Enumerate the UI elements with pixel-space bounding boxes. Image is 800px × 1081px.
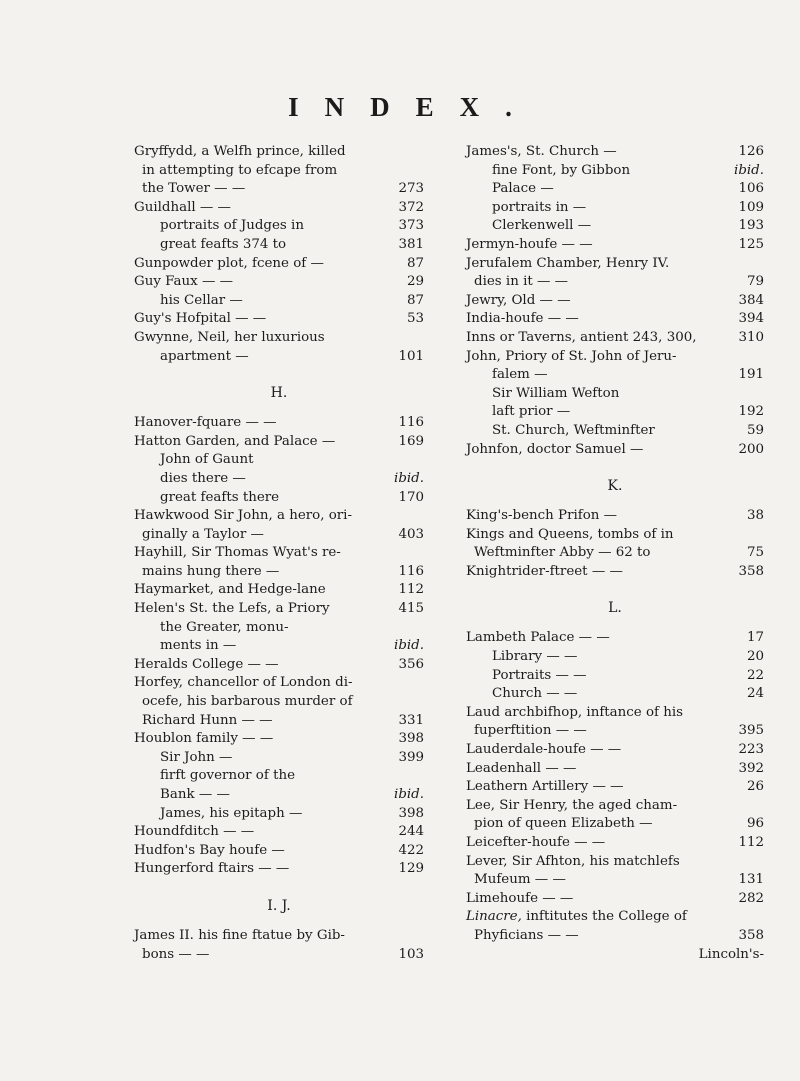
- entry-text: Gwynne, Neil, her luxurious: [134, 329, 325, 345]
- entry-page-number: ibid.: [394, 787, 424, 802]
- index-entry-line: [134, 273, 424, 292]
- index-entry-line: [466, 563, 764, 582]
- entry-text: bons — —: [142, 946, 210, 962]
- index-entry-line: [134, 310, 424, 329]
- index-entry-line: [466, 403, 764, 422]
- entry-text: laft prior —: [492, 404, 571, 420]
- entry-text: Portraits — —: [492, 667, 587, 683]
- index-entry-line: [466, 778, 764, 797]
- index-entry-line: [134, 823, 424, 842]
- index-entry-line: [134, 348, 424, 367]
- entry-text: Gryffydd, a Welfh prince, killed: [134, 144, 346, 159]
- entry-page-number: 53: [406, 311, 424, 327]
- entry-text: Inns or Taverns, antient 243, 300,: [466, 329, 697, 345]
- index-entry-line: [134, 674, 424, 693]
- index-entry-line: [466, 441, 764, 460]
- entry-text: pion of queen Elizabeth —: [474, 816, 653, 832]
- index-entry-line: [466, 217, 764, 236]
- index-entry-line: [134, 927, 424, 946]
- entry-page-number: 358: [738, 563, 764, 579]
- index-entry-line: [134, 563, 424, 582]
- entry-text: great feafts there: [160, 489, 280, 505]
- entry-page-number: 112: [398, 582, 424, 598]
- entry-page-number: 131: [738, 872, 764, 888]
- entry-text: in attempting to efcape from: [142, 162, 338, 178]
- entry-page-number: 79: [746, 274, 764, 290]
- entry-text: firft governor of the: [160, 768, 295, 784]
- entry-text: John of Gaunt: [160, 452, 254, 468]
- entry-text: Linacre, inftitutes the College of: [466, 909, 687, 925]
- index-entry-line: [134, 767, 424, 786]
- section-letter-text: H.: [270, 385, 288, 402]
- section-letter-text: L.: [608, 600, 622, 617]
- index-entry-line: [134, 656, 424, 675]
- entry-text: John, Priory of St. John of Jeru-: [466, 348, 677, 364]
- entry-text: Weftminfter Abby — 62 to: [474, 545, 651, 561]
- entry-text: Lambeth Palace — —: [466, 630, 610, 646]
- entry-page-number: 415: [398, 601, 424, 617]
- index-entry-line: [134, 433, 424, 452]
- entry-text: Sir William Wefton: [492, 385, 620, 401]
- index-entry-line: [134, 526, 424, 545]
- entry-page-number: 38: [746, 508, 764, 524]
- index-entry-line: [134, 581, 424, 600]
- entry-page-number: 22: [746, 667, 764, 683]
- entry-text: Hawkwood Sir John, a hero, ori-: [134, 508, 352, 524]
- entry-text: Houndfditch — —: [134, 824, 255, 840]
- index-entry-line: [466, 199, 764, 218]
- entry-text: ginally a Taylor —: [142, 526, 264, 542]
- entry-page-number: 106: [738, 181, 764, 197]
- entry-page-number: 394: [738, 311, 764, 327]
- entry-page-number: 331: [398, 712, 424, 728]
- index-entry-line: [134, 143, 424, 162]
- entry-page-number: 395: [738, 723, 764, 739]
- index-entry-line: [466, 236, 764, 255]
- entry-text: fine Font, by Gibbon: [492, 162, 631, 178]
- entry-text: great feafts 374 to: [160, 236, 287, 252]
- entry-text: James, his epitaph —: [160, 805, 303, 821]
- entry-text: Leadenhall — —: [466, 760, 577, 776]
- entry-page-number: ibid.: [394, 470, 424, 486]
- entry-text: Leathern Artillery — —: [466, 779, 624, 795]
- entry-page-number: 399: [398, 749, 424, 765]
- entry-text: Library — —: [492, 649, 578, 665]
- index-entry-line: [134, 180, 424, 199]
- entry-text: Johnfon, doctor Samuel —: [466, 441, 644, 457]
- index-entry-line: [134, 255, 424, 274]
- entry-page-number: 358: [738, 927, 764, 943]
- index-entry-line: [134, 162, 424, 181]
- entry-text: James's, St. Church —: [466, 144, 617, 159]
- entry-text: Lee, Sir Henry, the aged cham-: [466, 797, 678, 813]
- entry-text: mains hung there —: [142, 563, 280, 579]
- entry-page-number: 169: [398, 433, 424, 449]
- index-entry-line: [466, 741, 764, 760]
- index-entry-line: [466, 722, 764, 741]
- entry-text: Guy's Hofpital — —: [134, 311, 267, 327]
- section-letter: [134, 372, 424, 414]
- page-header: INDEX.: [288, 92, 538, 122]
- entry-text: portraits of Judges in: [160, 218, 304, 234]
- entry-page-number: 24: [746, 686, 764, 702]
- index-entry-line: [466, 834, 764, 853]
- entry-page-number: ibid.: [394, 638, 424, 654]
- entry-text: Clerkenwell —: [492, 218, 592, 234]
- entry-page-number: 116: [398, 415, 424, 431]
- entry-text: Horfey, chancellor of London di-: [134, 675, 353, 691]
- entry-text: dies in it — —: [474, 274, 569, 290]
- index-entry-line: [134, 786, 424, 805]
- index-entry-line: [134, 544, 424, 563]
- index-entry-line: [134, 749, 424, 768]
- entry-text: his Cellar —: [160, 292, 243, 308]
- entry-page-number: 282: [738, 890, 764, 906]
- entry-text: St. Church, Weftminfter: [492, 422, 655, 438]
- index-entry-line: [134, 236, 424, 255]
- index-entry-line: [466, 255, 764, 274]
- index-entry-line: [466, 946, 764, 965]
- section-letter-text: I. J.: [267, 897, 291, 914]
- entry-text: India-houfe — —: [466, 311, 579, 327]
- entry-text: ocefe, his barbarous murder of: [142, 694, 353, 710]
- entry-text: Lauderdale-houfe — —: [466, 742, 622, 758]
- entry-page-number: 200: [738, 441, 764, 457]
- index-entry-line: [134, 712, 424, 731]
- entry-page-number: 129: [398, 861, 424, 877]
- entry-page-number: 193: [738, 218, 764, 234]
- index-column-left: [134, 143, 424, 964]
- entry-text: Phyficians — —: [474, 927, 579, 943]
- entry-page-number: 384: [738, 292, 764, 308]
- entry-text: portraits in —: [492, 199, 587, 215]
- entry-page-number: 87: [406, 255, 424, 271]
- entry-text: Helen's St. the Lefs, a Priory: [134, 601, 330, 617]
- entry-page-number: 373: [398, 218, 424, 234]
- entry-text: Palace —: [492, 181, 554, 197]
- entry-text: James II. his fine ftatue by Gib-: [134, 927, 345, 943]
- index-entry-line: [134, 470, 424, 489]
- entry-text: Houblon family — —: [134, 731, 274, 747]
- index-entry-line: [134, 217, 424, 236]
- index-entry-line: [134, 946, 424, 965]
- entry-page-number: 112: [738, 835, 764, 850]
- entry-page-number: 59: [746, 422, 764, 438]
- entry-text: ments in —: [160, 638, 237, 654]
- index-entry-line: [466, 526, 764, 545]
- entry-page-number: 26: [746, 779, 764, 795]
- index-entry-line: [466, 292, 764, 311]
- entry-text: apartment —: [160, 348, 249, 364]
- section-letter: [134, 885, 424, 927]
- index-entry-line: [466, 927, 764, 946]
- entry-text: Hanover-fquare — —: [134, 415, 277, 431]
- index-entry-line: [466, 890, 764, 909]
- entry-page-number: 87: [406, 292, 424, 308]
- index-entry-line: [466, 162, 764, 181]
- index-entry-line: [466, 310, 764, 329]
- entry-page-number: 125: [738, 236, 764, 252]
- entry-page-number: 109: [738, 199, 764, 215]
- entry-text: fuperftition — —: [474, 723, 587, 739]
- entry-text: Leicefter-houfe — —: [466, 835, 606, 850]
- index-entry-line: [466, 507, 764, 526]
- entry-text: falem —: [492, 367, 548, 383]
- index-entry-line: [134, 842, 424, 861]
- index-entry-line: [134, 693, 424, 712]
- entry-text: Limehoufe — —: [466, 890, 574, 906]
- entry-page-number: 101: [398, 348, 424, 364]
- index-entry-line: [466, 180, 764, 199]
- index-entry-line: [466, 648, 764, 667]
- entry-text: Knightrider-ftreet — —: [466, 563, 623, 579]
- entry-text: Hudfon's Bay houfe —: [134, 842, 285, 858]
- entry-text: Richard Hunn — —: [142, 712, 273, 728]
- entry-text: Church — —: [492, 686, 578, 702]
- index-entry-line: [466, 348, 764, 367]
- index-entry-line: [134, 730, 424, 749]
- entry-text: Kings and Queens, tombs of in: [466, 526, 674, 542]
- index-entry-line: [134, 199, 424, 218]
- entry-page-number: 422: [398, 842, 424, 858]
- entry-page-number: 75: [746, 545, 764, 561]
- entry-text: dies there —: [160, 470, 246, 486]
- entry-page-number: 192: [738, 404, 764, 420]
- index-entry-line: [134, 451, 424, 470]
- entry-page-number: 170: [398, 489, 424, 505]
- entry-text: Haymarket, and Hedge-lane: [134, 582, 326, 598]
- entry-page-number: 356: [398, 656, 424, 672]
- entry-text: Gunpowder plot, fcene of —: [134, 255, 324, 271]
- index-entry-line: [466, 815, 764, 834]
- entry-page-number: 244: [398, 824, 424, 840]
- entry-page-number: 191: [738, 367, 764, 383]
- index-entry-line: [466, 908, 764, 927]
- section-letter-text: K.: [607, 478, 623, 495]
- index-entry-line: [134, 292, 424, 311]
- entry-page-number: 398: [398, 731, 424, 747]
- entry-text: Jermyn-houfe — —: [466, 236, 593, 252]
- index-entry-line: [466, 143, 764, 162]
- index-column-right: [466, 143, 764, 964]
- index-entry-line: [466, 366, 764, 385]
- index-entry-line: [466, 629, 764, 648]
- index-entry-line: [466, 273, 764, 292]
- entry-page-number: 96: [746, 816, 764, 832]
- entry-text: Hayhill, Sir Thomas Wyat's re-: [134, 545, 341, 561]
- entry-page-number: 392: [738, 760, 764, 776]
- entry-page-number: 29: [406, 274, 424, 290]
- entry-text: Sir John —: [160, 749, 233, 765]
- index-entry-line: [134, 619, 424, 638]
- entry-page-number: 381: [398, 236, 424, 252]
- index-entry-line: [134, 489, 424, 508]
- section-letter: [466, 587, 764, 629]
- entry-page-number: 103: [398, 946, 424, 962]
- entry-page-number: 126: [738, 144, 764, 159]
- entry-text: Lever, Sir Afhton, his matchlefs: [466, 853, 680, 869]
- section-letter: [466, 465, 764, 507]
- entry-page-number: 223: [738, 742, 764, 758]
- entry-text: the Tower — —: [142, 181, 246, 197]
- entry-page-number: ibid.: [734, 162, 764, 178]
- entry-text: Guildhall — —: [134, 199, 231, 215]
- entry-text: Mufeum — —: [474, 872, 566, 888]
- entry-page-number: 17: [746, 630, 764, 646]
- index-entry-line: [466, 385, 764, 404]
- entry-text: Jerufalem Chamber, Henry IV.: [466, 255, 670, 271]
- entry-page-number: 273: [398, 181, 424, 197]
- entry-text: Guy Faux — —: [134, 274, 233, 290]
- entry-page-number: 20: [746, 649, 764, 665]
- entry-text: Heralds College — —: [134, 656, 279, 672]
- index-entry-line: [466, 853, 764, 872]
- entry-page-number: 398: [398, 805, 424, 821]
- index-entry-line: [134, 637, 424, 656]
- index-entry-line: [134, 805, 424, 824]
- entry-text: King's-bench Prifon —: [466, 508, 618, 524]
- entry-page-number: 403: [398, 526, 424, 542]
- index-entry-line: [134, 507, 424, 526]
- entry-page-number: 310: [738, 329, 764, 345]
- entry-page-number: 116: [398, 563, 424, 579]
- entry-page-number: Lincoln's-: [698, 946, 764, 962]
- entry-text: the Greater, monu-: [160, 619, 289, 635]
- entry-page-number: 372: [398, 199, 424, 215]
- entry-text: Laud archbifhop, inftance of his: [466, 704, 684, 720]
- entry-text: Jewry, Old — —: [466, 292, 571, 308]
- index-entry-line: [134, 600, 424, 619]
- index-entry-line: [466, 797, 764, 816]
- entry-text: Bank — —: [160, 787, 230, 802]
- index-entry-line: [466, 685, 764, 704]
- index-entry-line: [466, 704, 764, 723]
- index-entry-line: [134, 329, 424, 348]
- index-entry-line: [466, 329, 764, 348]
- index-entry-line: [466, 871, 764, 890]
- index-entry-line: [466, 760, 764, 779]
- index-entry-line: [134, 860, 424, 879]
- entry-text: Hungerford ftairs — —: [134, 861, 290, 877]
- index-entry-line: [466, 422, 764, 441]
- index-entry-line: [134, 414, 424, 433]
- entry-text: Hatton Garden, and Palace —: [134, 433, 336, 449]
- index-entry-line: [466, 667, 764, 686]
- index-entry-line: [466, 544, 764, 563]
